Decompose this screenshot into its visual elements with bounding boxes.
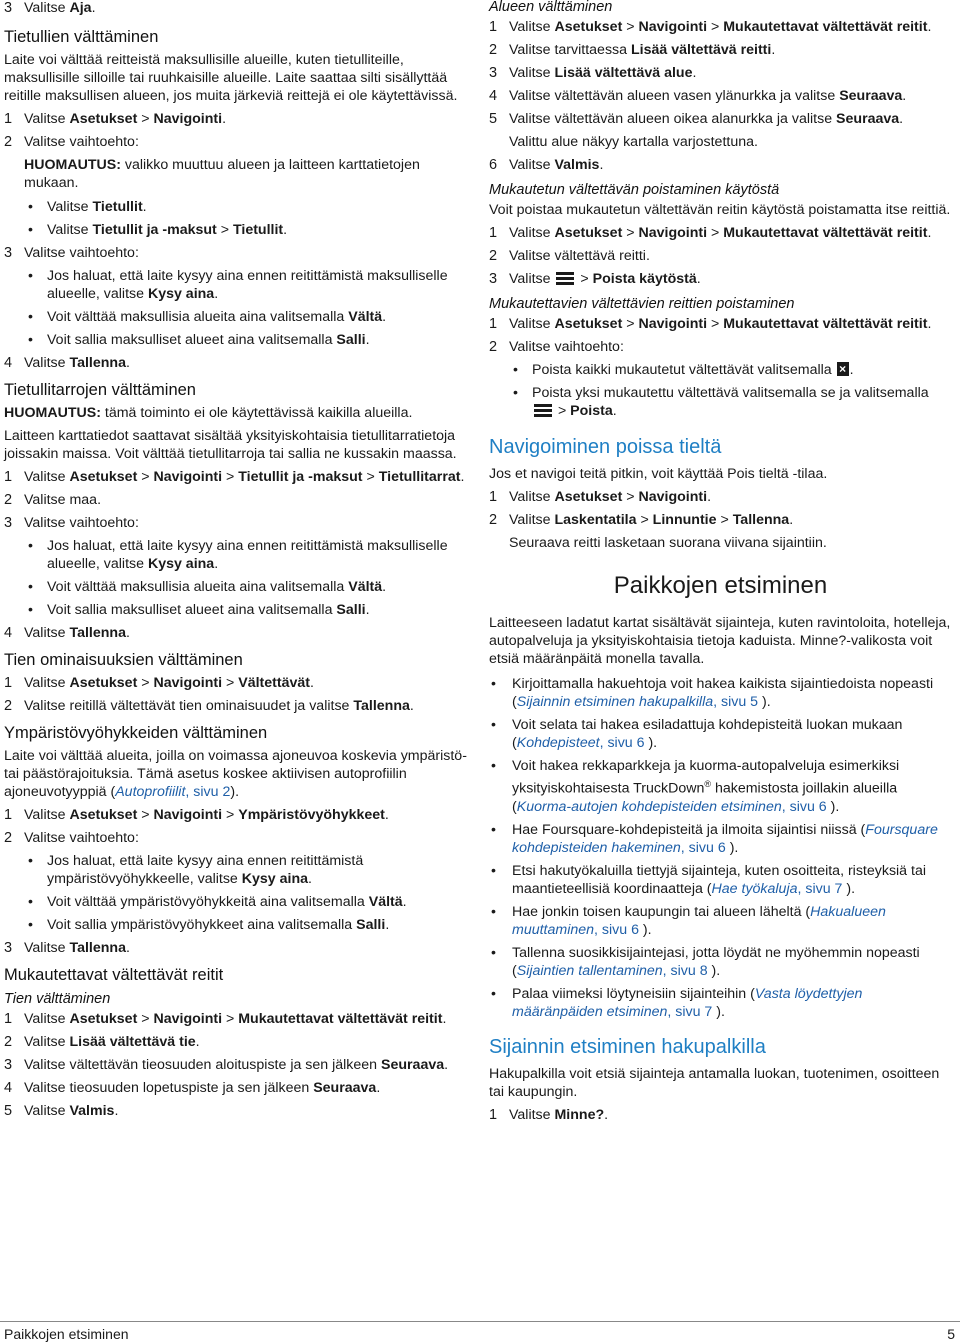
- step-1: 1 Valitse Asetukset > Navigointi.: [489, 489, 712, 505]
- bullet-item: • Jos haluat, että laite kysyy aina ennen reitittämistä maksulliselle alueelle, valitse Kysy aina.: [4, 267, 467, 303]
- paragraph-navigoiminen: Jos et navigoi teitä pitkin, voit käyttää Pois tieltä -tilaa.: [489, 466, 828, 482]
- subheading-alueen-valttaminen: Alueen välttäminen: [489, 0, 613, 15]
- bullet-item: • Poista yksi mukautettu vältettävä valitsemalla se ja valitsemalla > Poista.: [489, 384, 952, 420]
- subheading-tien-valttaminen: Tien välttäminen: [4, 991, 111, 1007]
- paragraph-tietullit: Laite voi välttää reitteistä maksullisille alueille, kuten tietulliteille, maksullisille silloille tai ruuhkaisille alueille. Laite saattaa silti sisällyttää reitille maksullisen alueen, jos muita järkeviä reittejä ei ole käytettävissä.: [4, 52, 458, 104]
- step-note: Valittu alue näkyy kartalla varjostettuna.: [509, 134, 758, 150]
- link[interactable]: Sijainnin etsiminen hakupalkilla: [516, 694, 714, 710]
- step-2: 2 Valitse Laskentatila > Linnuntie > Tallenna.: [489, 512, 794, 528]
- page-number: 5: [947, 1326, 955, 1342]
- bullet-item: • Palaa viimeksi löytyneisiin sijainteihin (Vasta löydettyjen määränpäiden etsiminen, sivu 7 ).: [489, 985, 952, 1021]
- step-3: 3 Valitse vaihtoehto:: [4, 245, 139, 261]
- bullet-item: • Valitse Tietullit.: [4, 198, 467, 216]
- bullet-item: • Hae jonkin toisen kaupungin tai alueen läheltä (Hakualueen muuttaminen, sivu 6 ).: [489, 903, 952, 939]
- step-4: 4 Valitse vältettävän alueen vasen ylänurkka ja valitse Seuraava.: [489, 88, 907, 104]
- step-2: 2 Valitse vaihtoehto:: [4, 830, 139, 846]
- step-3: 3 Valitse vältettävän tieosuuden aloituspiste ja sen jälkeen Seuraava.: [4, 1057, 449, 1073]
- step-4: 4 Valitse Tallenna.: [4, 355, 130, 371]
- bullet-item: • Voit sallia ympäristövyöhykkeet aina valitsemalla Salli.: [4, 916, 467, 934]
- link-page[interactable]: , sivu 8: [662, 962, 708, 979]
- heading-mukautettavat: Mukautettavat vältettävät reitit: [4, 966, 224, 984]
- link-page[interactable]: , sivu 7: [667, 1003, 713, 1020]
- paragraph-hakupalkki: Hakupalkilla voit etsiä sijainteja antamalla luokan, tuotenimen, osoitteen tai kaupungin.: [489, 1065, 940, 1100]
- link[interactable]: Foursquare kohdepisteiden hakeminen: [512, 821, 938, 856]
- step-2: 2 Valitse vaihtoehto:: [489, 339, 624, 355]
- note-huomautus: HUOMAUTUS: valikko muuttuu alueen ja laitteen karttatietojen mukaan.: [24, 157, 420, 191]
- step-3: 3 Valitse vaihtoehto:: [4, 515, 139, 531]
- note-huomautus-tarrat: HUOMAUTUS: tämä toiminto ei ole käytettävissä kaikilla alueilla.: [4, 405, 413, 421]
- bullet-item: • Poista kaikki mukautetut vältettävät valitsemalla ×.: [489, 361, 952, 379]
- step-2: 2 Valitse maa.: [4, 492, 102, 508]
- footer-section-title: Paikkojen etsiminen: [4, 1326, 129, 1342]
- step-3: 3 Valitse Tallenna.: [4, 940, 130, 956]
- heading-tietullitarrat: Tietullitarrojen välttäminen: [4, 381, 196, 399]
- step-1: 1 Valitse Asetukset > Navigointi > Mukautettavat vältettävät reitit.: [489, 225, 932, 241]
- step-1: 1 Valitse Asetukset > Navigointi > Mukautettavat vältettävät reitit.: [489, 316, 932, 332]
- bullet-item: • Voit välttää maksullisia alueita aina valitsemalla Vältä.: [4, 308, 467, 326]
- step-2: 2 Valitse vaihtoehto:: [4, 134, 139, 150]
- step-3: 3 Valitse > Poista käytöstä.: [489, 271, 701, 287]
- paragraph-poistaminen: Voit poistaa mukautetun vältettävän reitin käytöstä poistamatta itse reittiä.: [489, 202, 951, 218]
- link[interactable]: Sijaintien tallentaminen: [516, 962, 663, 979]
- bullet-item: • Jos haluat, että laite kysyy aina ennen reitittämistä ympäristövyöhykkeelle, valitse Kysy aina.: [4, 852, 467, 888]
- trash-icon: [837, 362, 849, 376]
- heading-tien-ominaisuudet: Tien ominaisuuksien välttäminen: [4, 651, 243, 669]
- step-note: Seuraava reitti lasketaan suorana viivana sijaintiin.: [509, 535, 827, 551]
- paragraph-ymparistovyohykkeet: Laite voi välttää alueita, joilla on voimassa ajoneuvoa koskevia ympäristö- tai päästörajoituksia. Tämä asetus koskee aktiivisen autoprofiilin ajoneuvotyyppiä (Autoprofiilit, sivu 2).: [4, 748, 467, 800]
- link-page[interactable]: , sivu 5: [713, 694, 759, 710]
- menu-icon: [534, 404, 552, 417]
- link-page[interactable]: , sivu 6: [599, 735, 645, 751]
- bullet-item: • Hae Foursquare-kohdepisteitä ja ilmoita sijaintisi niissä (Foursquare kohdepisteiden hakeminen, sivu 6 ).: [489, 821, 952, 857]
- page-footer: [0, 1321, 960, 1343]
- step-1: 1 Valitse Asetukset > Navigointi.: [4, 111, 227, 127]
- step-1: 1 Valitse Asetukset > Navigointi > Tietullit ja -maksut > Tietullitarrat.: [4, 469, 465, 485]
- bullet-item: • Jos haluat, että laite kysyy aina ennen reitittämistä maksulliselle alueelle, valitse Kysy aina.: [4, 537, 467, 573]
- heading-navigoiminen-poissa-tielta: Navigoiminen poissa tieltä: [489, 436, 722, 458]
- step-2: 2 Valitse tarvittaessa Lisää vältettävä reitti.: [489, 42, 776, 58]
- link-autoprofiilit[interactable]: Autoprofiilit: [115, 784, 186, 800]
- step-4: 4 Valitse tieosuuden lopetuspiste ja sen jälkeen Seuraava.: [4, 1080, 381, 1096]
- step-4: 4 Valitse Tallenna.: [4, 625, 130, 641]
- step-2: 2 Valitse Lisää vältettävä tie.: [4, 1034, 200, 1050]
- heading-tietullit: Tietullien välttäminen: [4, 28, 159, 46]
- link-page[interactable]: , sivu 2: [185, 784, 231, 800]
- heading-paikkojen-etsiminen: Paikkojen etsiminen: [613, 572, 828, 599]
- step-5: 5 Valitse Valmis.: [4, 1103, 119, 1119]
- link-page[interactable]: , sivu 6: [594, 921, 639, 938]
- menu-icon: [556, 272, 574, 285]
- link-page[interactable]: , sivu 7: [797, 880, 843, 897]
- subheading-reittien-poistaminen: Mukautettavien vältettävien reittien poistaminen: [489, 296, 795, 312]
- bullet-item: • Voit sallia maksulliset alueet aina valitsemalla Salli.: [4, 331, 467, 349]
- step-3: 3 Valitse Lisää vältettävä alue.: [489, 65, 697, 81]
- link[interactable]: Kohdepisteet: [516, 735, 600, 751]
- step-2: 2 Valitse reitillä vältettävät tien ominaisuudet ja valitse Tallenna.: [4, 698, 414, 714]
- step-1: 1 Valitse Asetukset > Navigointi > Mukautettavat vältettävät reitit.: [4, 1011, 447, 1027]
- heading-sijainnin-etsiminen: Sijainnin etsiminen hakupalkilla: [489, 1035, 766, 1058]
- step-1: 1 Valitse Asetukset > Navigointi > Mukautettavat vältettävät reitit.: [489, 19, 932, 35]
- bullet-item: • Kirjoittamalla hakuehtoja voit hakea kaikista sijaintiedoista nopeasti (Sijainnin etsiminen hakupalkilla, sivu 5 ).: [489, 675, 952, 711]
- left-column: [4, 0, 467, 1125]
- bullet-item: • Voit hakea rekkaparkkeja ja kuorma-autopalveluja esimerkiksi yksityiskohtaisesta TruckDown® hakemistosta joillakin alueilla (Kuorma-autojen kohdepisteiden etsiminen, sivu 6 ).: [489, 757, 952, 816]
- step-1: 1 Valitse Asetukset > Navigointi > Vältettävät.: [4, 675, 314, 691]
- link-page[interactable]: , sivu 6: [781, 798, 827, 815]
- heading-ymparistovyohykkeet: Ympäristövyöhykkeiden välttäminen: [4, 724, 268, 742]
- bullet-item: • Voit välttää ympäristövyöhykkeitä aina valitsemalla Vältä.: [4, 893, 467, 911]
- paragraph-paikkojen-etsiminen: Laitteeseen ladatut kartat sisältävät sijainteja, kuten ravintoloita, hotelleja, autopalveluja ja yksityiskohtaisia tietoja kaduista. Minne?-valikosta voit etsiä määränpäitä monella tavalla.: [489, 615, 951, 667]
- link-page[interactable]: , sivu 6: [680, 839, 726, 856]
- step-1: 1 Valitse Asetukset > Navigointi > Ympäristövyöhykkeet.: [4, 807, 389, 823]
- link[interactable]: Hae työkaluja: [711, 880, 798, 897]
- bullet-item: • Valitse Tietullit ja -maksut > Tietullit.: [4, 221, 467, 239]
- bullet-item: • Tallenna suosikkisijaintejasi, jotta löydät ne myöhemmin nopeasti (Sijaintien tallentaminen, sivu 8 ).: [489, 944, 952, 980]
- bullet-item: • Voit selata tai hakea esiladattuja kohdepisteitä luokan mukaan (Kohdepisteet, sivu 6 ).: [489, 716, 952, 752]
- right-column: [489, 0, 952, 1129]
- link[interactable]: Vasta löydettyjen määränpäiden etsiminen: [512, 985, 863, 1020]
- step-5: 5 Valitse vältettävän alueen oikea alanurkka ja valitse Seuraava.: [489, 111, 904, 127]
- step-3-aja: 3 Valitse Aja.: [4, 0, 96, 16]
- link[interactable]: Hakualueen muuttaminen: [512, 903, 886, 938]
- bullet-item: • Voit sallia maksulliset alueet aina valitsemalla Salli.: [4, 601, 467, 619]
- link[interactable]: Kuorma-autojen kohdepisteiden etsiminen: [516, 798, 782, 815]
- paragraph-tarrat: Laitteen karttatiedot saattavat sisältää yksityiskohtaisia tietullitarratietoja joissakin maissa. Voit välttää tietullitarroja tai sallia ne kussakin maassa.: [4, 428, 457, 462]
- bullet-item: • Voit välttää maksullisia alueita aina valitsemalla Vältä.: [4, 578, 467, 596]
- subheading-poistaminen-kaytosta: Mukautetun vältettävän poistaminen käytöstä: [489, 182, 780, 198]
- step-1: 1 Valitse Minne?.: [489, 1106, 609, 1123]
- step-2: 2 Valitse vältettävä reitti.: [489, 248, 650, 264]
- step-6: 6 Valitse Valmis.: [489, 157, 604, 173]
- bullet-item: • Etsi hakutyökaluilla tiettyjä sijainteja, kuten osoitteita, risteyksiä tai maantieteellisiä koordinaatteja (Hae työkaluja, sivu 7 ).: [489, 862, 952, 898]
